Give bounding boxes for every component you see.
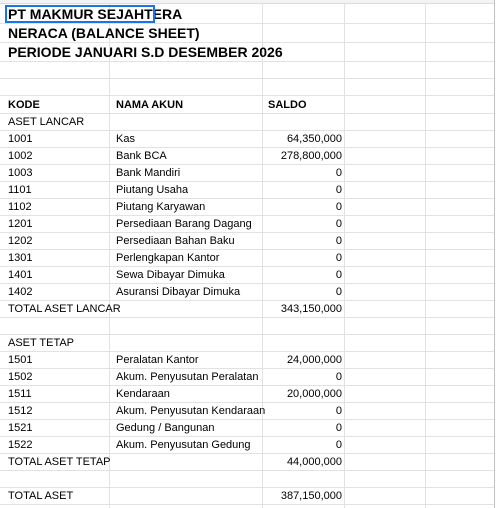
- table-row[interactable]: [0, 250, 494, 267]
- account-code: 1102: [8, 201, 32, 213]
- account-name: Akum. Penyusutan Peralatan: [116, 371, 259, 383]
- account-balance: 0: [335, 218, 342, 230]
- account-name: Kas: [116, 133, 135, 145]
- total-value: 343,150,000: [280, 303, 342, 315]
- total-row-aset-tetap[interactable]: [0, 454, 494, 471]
- account-code: 1402: [8, 286, 33, 298]
- title-row-report[interactable]: [0, 24, 494, 43]
- account-code: 1511: [8, 388, 32, 400]
- section-aset-lancar[interactable]: [0, 114, 494, 131]
- empty-row[interactable]: [0, 471, 494, 488]
- table-row[interactable]: [0, 165, 494, 182]
- account-balance: 0: [335, 201, 342, 213]
- total-row-aset-lancar[interactable]: [0, 301, 494, 318]
- table-row[interactable]: [0, 182, 494, 199]
- column-header-strip: [0, 0, 494, 4]
- account-balance: 0: [335, 286, 342, 298]
- account-balance: 0: [335, 167, 342, 179]
- account-balance: 20,000,000: [286, 388, 342, 400]
- account-balance: 278,800,000: [280, 150, 342, 162]
- account-name: Gedung / Bangunan: [116, 422, 215, 434]
- empty-row[interactable]: [0, 79, 494, 96]
- account-code: 1501: [8, 354, 33, 366]
- total-label: TOTAL ASET LANCAR: [8, 303, 121, 315]
- table-row[interactable]: [0, 352, 494, 369]
- table-row[interactable]: [0, 148, 494, 165]
- table-row[interactable]: [0, 403, 494, 420]
- account-balance: 0: [335, 422, 342, 434]
- header-saldo: SALDO: [268, 99, 307, 111]
- report-title: NERACA (BALANCE SHEET): [8, 25, 200, 41]
- account-code: 1003: [8, 167, 33, 179]
- account-code: 1201: [8, 218, 33, 230]
- account-name: Sewa Dibayar Dimuka: [116, 269, 225, 281]
- account-name: Asuransi Dibayar Dimuka: [116, 286, 241, 298]
- account-name: Akum. Penyusutan Kendaraan: [116, 405, 266, 417]
- account-balance: 0: [335, 235, 342, 247]
- empty-row[interactable]: [0, 62, 494, 79]
- total-value: 44,000,000: [286, 456, 342, 468]
- title-row-period[interactable]: [0, 43, 494, 62]
- table-row[interactable]: [0, 267, 494, 284]
- table-row[interactable]: [0, 131, 494, 148]
- title-row-company[interactable]: [0, 5, 494, 24]
- account-code: 1521: [8, 422, 33, 434]
- account-code: 1101: [8, 184, 32, 196]
- table-row[interactable]: [0, 199, 494, 216]
- account-name: Persediaan Bahan Baku: [116, 235, 235, 247]
- report-period: PERIODE JANUARI S.D DESEMBER 2026: [8, 44, 283, 60]
- account-name: Piutang Karyawan: [116, 201, 206, 213]
- account-code: 1522: [8, 439, 33, 451]
- grand-total-label: TOTAL ASET: [8, 490, 74, 502]
- account-name: Perlengkapan Kantor: [116, 252, 220, 264]
- account-name: Akum. Penyusutan Gedung: [116, 439, 251, 451]
- account-name: Peralatan Kantor: [116, 354, 199, 366]
- account-balance: 0: [335, 405, 342, 417]
- account-code: 1001: [8, 133, 33, 145]
- table-row[interactable]: [0, 233, 494, 250]
- account-name: Bank Mandiri: [116, 167, 181, 179]
- company-name: PT MAKMUR SEJAHTERA: [8, 6, 183, 22]
- account-code: 1512: [8, 405, 33, 417]
- table-row[interactable]: [0, 420, 494, 437]
- header-nama-akun: NAMA AKUN: [116, 99, 184, 111]
- total-row-aset[interactable]: [0, 488, 494, 505]
- table-row[interactable]: [0, 216, 494, 233]
- account-code: 1401: [8, 269, 33, 281]
- account-balance: 0: [335, 269, 342, 281]
- account-code: 1002: [8, 150, 33, 162]
- section-aset-tetap[interactable]: [0, 335, 494, 352]
- account-balance: 0: [335, 184, 342, 196]
- account-code: 1202: [8, 235, 33, 247]
- section-label: ASET LANCAR: [8, 116, 85, 128]
- header-kode: KODE: [8, 99, 40, 111]
- account-name: Kendaraan: [116, 388, 170, 400]
- table-row[interactable]: [0, 369, 494, 386]
- account-code: 1502: [8, 371, 33, 383]
- account-balance: 24,000,000: [286, 354, 342, 366]
- account-balance: 0: [335, 439, 342, 451]
- account-balance: 0: [335, 371, 342, 383]
- table-row[interactable]: [0, 386, 494, 403]
- account-name: Persediaan Barang Dagang: [116, 218, 252, 230]
- empty-row[interactable]: [0, 318, 494, 335]
- account-balance: 64,350,000: [286, 133, 342, 145]
- account-balance: 0: [335, 252, 342, 264]
- table-row[interactable]: [0, 437, 494, 454]
- account-name: Piutang Usaha: [116, 184, 189, 196]
- table-row[interactable]: [0, 284, 494, 301]
- total-label: TOTAL ASET TETAP: [8, 456, 111, 468]
- table-header-row[interactable]: [0, 97, 494, 114]
- grand-total-value: 387,150,000: [280, 490, 342, 502]
- account-name: Bank BCA: [116, 150, 167, 162]
- section-label: ASET TETAP: [8, 337, 75, 349]
- account-code: 1301: [8, 252, 33, 264]
